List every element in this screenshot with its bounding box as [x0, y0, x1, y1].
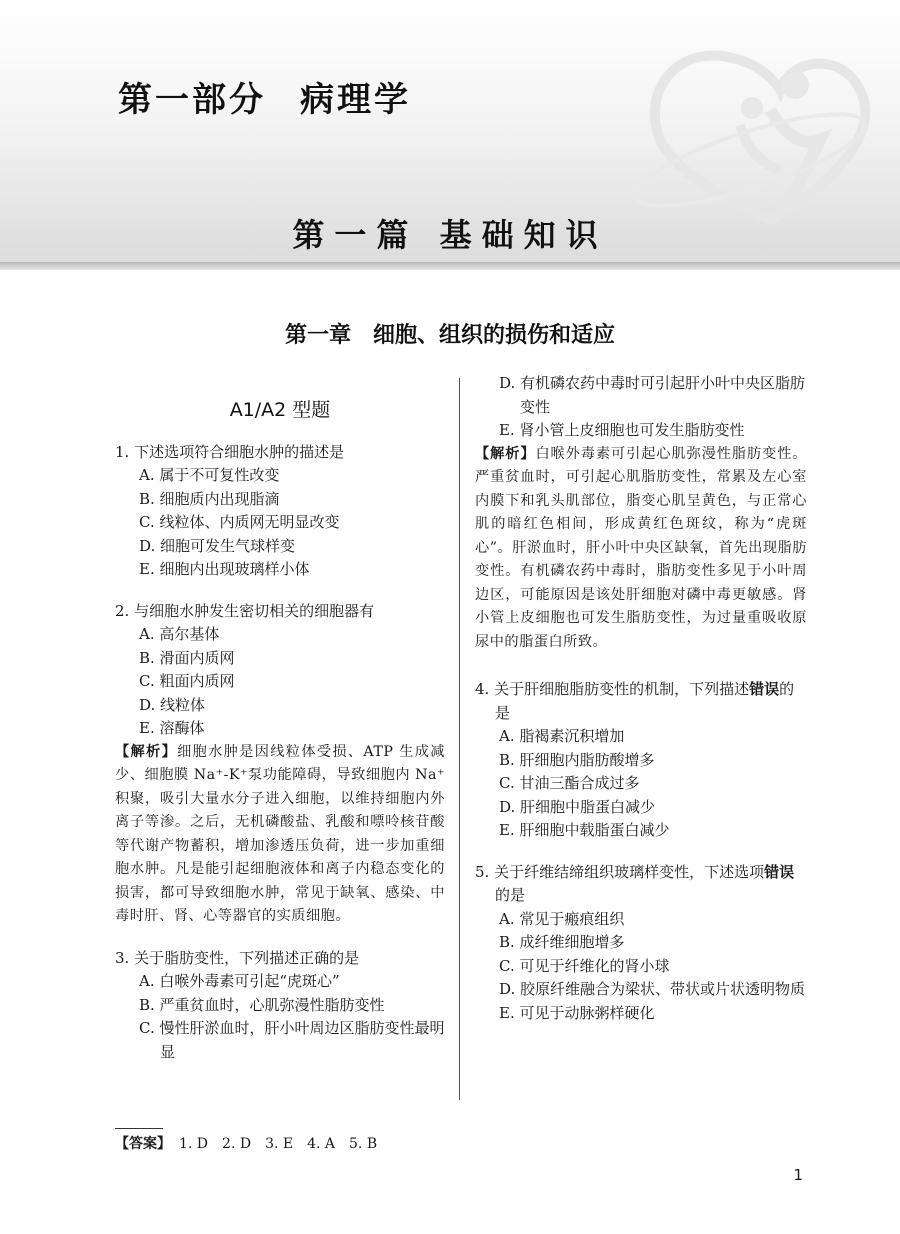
analysis [475, 443, 807, 655]
question-2 [115, 600, 445, 929]
analysis [115, 741, 445, 929]
option: B. 细胞质内出现脂滴 [139, 489, 280, 508]
question-stem: 3. 关于脂肪变性，下列描述正确的是 [115, 948, 360, 967]
footnote-rule [115, 1128, 163, 1129]
option: D. 胶原纤维融合为梁状、带状或片状透明物质 [499, 980, 806, 998]
option: A. 高尔基体 [139, 625, 220, 643]
option: A. 白喉外毒素可引起“虎斑心” [139, 972, 340, 990]
option: E. 溶酶体 [139, 719, 205, 737]
question-5 [475, 861, 807, 1026]
emphasis-wrong: 错误 [764, 862, 795, 881]
option: D. 线粒体 [139, 695, 206, 714]
option: C. 线粒体、内质网无明显改变 [139, 513, 340, 531]
emphasis-wrong: 错误 [749, 680, 780, 698]
question-1 [115, 441, 445, 582]
analysis-label: 【解析】 [115, 743, 178, 760]
question-stem: 4. 关于肝细胞脂肪变性的机制，下列描述错误的是 [475, 680, 795, 722]
question-stem: 2. 与细胞水肿发生密切相关的细胞器有 [115, 601, 375, 620]
question-3-continued [475, 372, 807, 654]
option: C. 慢性肝淤血时，肝小叶周边区脂肪变性最明显 [139, 1019, 445, 1061]
header-band [0, 262, 900, 270]
option: B. 成纤维细胞增多 [499, 933, 625, 951]
question-stem: 5. 关于纤维结缔组织玻璃样变性，下述选项错误的是 [475, 862, 795, 904]
option: A. 常见于瘢痕组织 [499, 909, 625, 928]
page-header [0, 0, 900, 262]
option: C. 甘油三酯合成过多 [499, 774, 640, 792]
option: C. 可见于纤维化的肾小球 [499, 956, 670, 975]
analysis-text: 白喉外毒素可引起心肌弥漫性脂肪变性。严重贫血时，可引起心肌脂肪变性，常累及左心室内膜下和乳头肌部位，脂变心肌呈黄色，与正常心肌的暗红色相间，形成黄红色斑纹，称为“虎斑心”。肝淤血时，肝小叶中央区缺氧，首先出现脂肪变性。有机磷农药中毒时，脂肪变性多见于小叶周边区，可能原因是该处肝细胞对磷中毒更敏感。肾小管上皮细胞也可发生脂肪变性，为过量重吸收原尿中的脂蛋白所致。 [475, 445, 807, 650]
option: C. 粗面内质网 [139, 672, 235, 690]
medical-figure-logo-icon [620, 30, 880, 230]
question-stem: 1. 下述选项符合细胞水肿的描述是 [115, 442, 345, 461]
left-column [115, 385, 445, 1082]
analysis-text: 细胞水肿是因线粒体受损、ATP 生成减少、细胞膜 Na⁺-K⁺泵功能障碍，导致细胞内 Na⁺积聚，吸引大量水分子进入细胞，以维持细胞内外离子等渗。之后，无机磷酸盐、乳酸和嘌呤核苷酸等代谢产物蓄积，增加渗透压负荷，进一步加重细胞水肿。凡是能引起细胞液体和离子内稳态变化的损害，都可导致细胞水肿，常见于缺氧、感染、中毒时肝、肾、心等器官的实质细胞。 [115, 743, 445, 924]
option: B. 肝细胞内脂肪酸增多 [499, 750, 655, 769]
analysis-label: 【解析】 [475, 445, 536, 462]
option: E. 细胞内出现玻璃样小体 [139, 560, 310, 578]
answers-label: 【答案】 [115, 1136, 171, 1152]
page-number: 1 [793, 1166, 803, 1184]
option: D. 细胞可发生气球样变 [139, 536, 296, 555]
column-divider [459, 378, 460, 1100]
option: B. 滑面内质网 [139, 648, 235, 667]
section-title: 第一篇 基础知识 [292, 216, 608, 254]
answer-key [115, 1133, 377, 1153]
option: D. 肝细胞中脂蛋白减少 [499, 797, 656, 816]
option: E. 肝细胞中载脂蛋白减少 [499, 821, 670, 839]
option: B. 严重贫血时，心肌弥漫性脂肪变性 [139, 995, 385, 1014]
right-column [475, 372, 807, 1043]
option: A. 属于不可复性改变 [139, 466, 280, 484]
question-3 [115, 947, 445, 1065]
question-type-heading: A1/A2 型题 [229, 399, 331, 421]
option: E. 肾小管上皮细胞也可发生脂肪变性 [499, 421, 745, 439]
question-4 [475, 678, 807, 843]
chapter-title: 第一章 细胞、组织的损伤和适应 [284, 322, 615, 348]
option: A. 脂褐素沉积增加 [499, 727, 625, 745]
option: E. 可见于动脉粥样硬化 [499, 1003, 655, 1022]
part-title: 第一部分 病理学 [118, 80, 411, 120]
option: D. 有机磷农药中毒时可引起肝小叶中央区脂肪变性 [499, 374, 806, 416]
answers-text: 1. D 2. D 3. E 4. A 5. B [179, 1136, 378, 1152]
